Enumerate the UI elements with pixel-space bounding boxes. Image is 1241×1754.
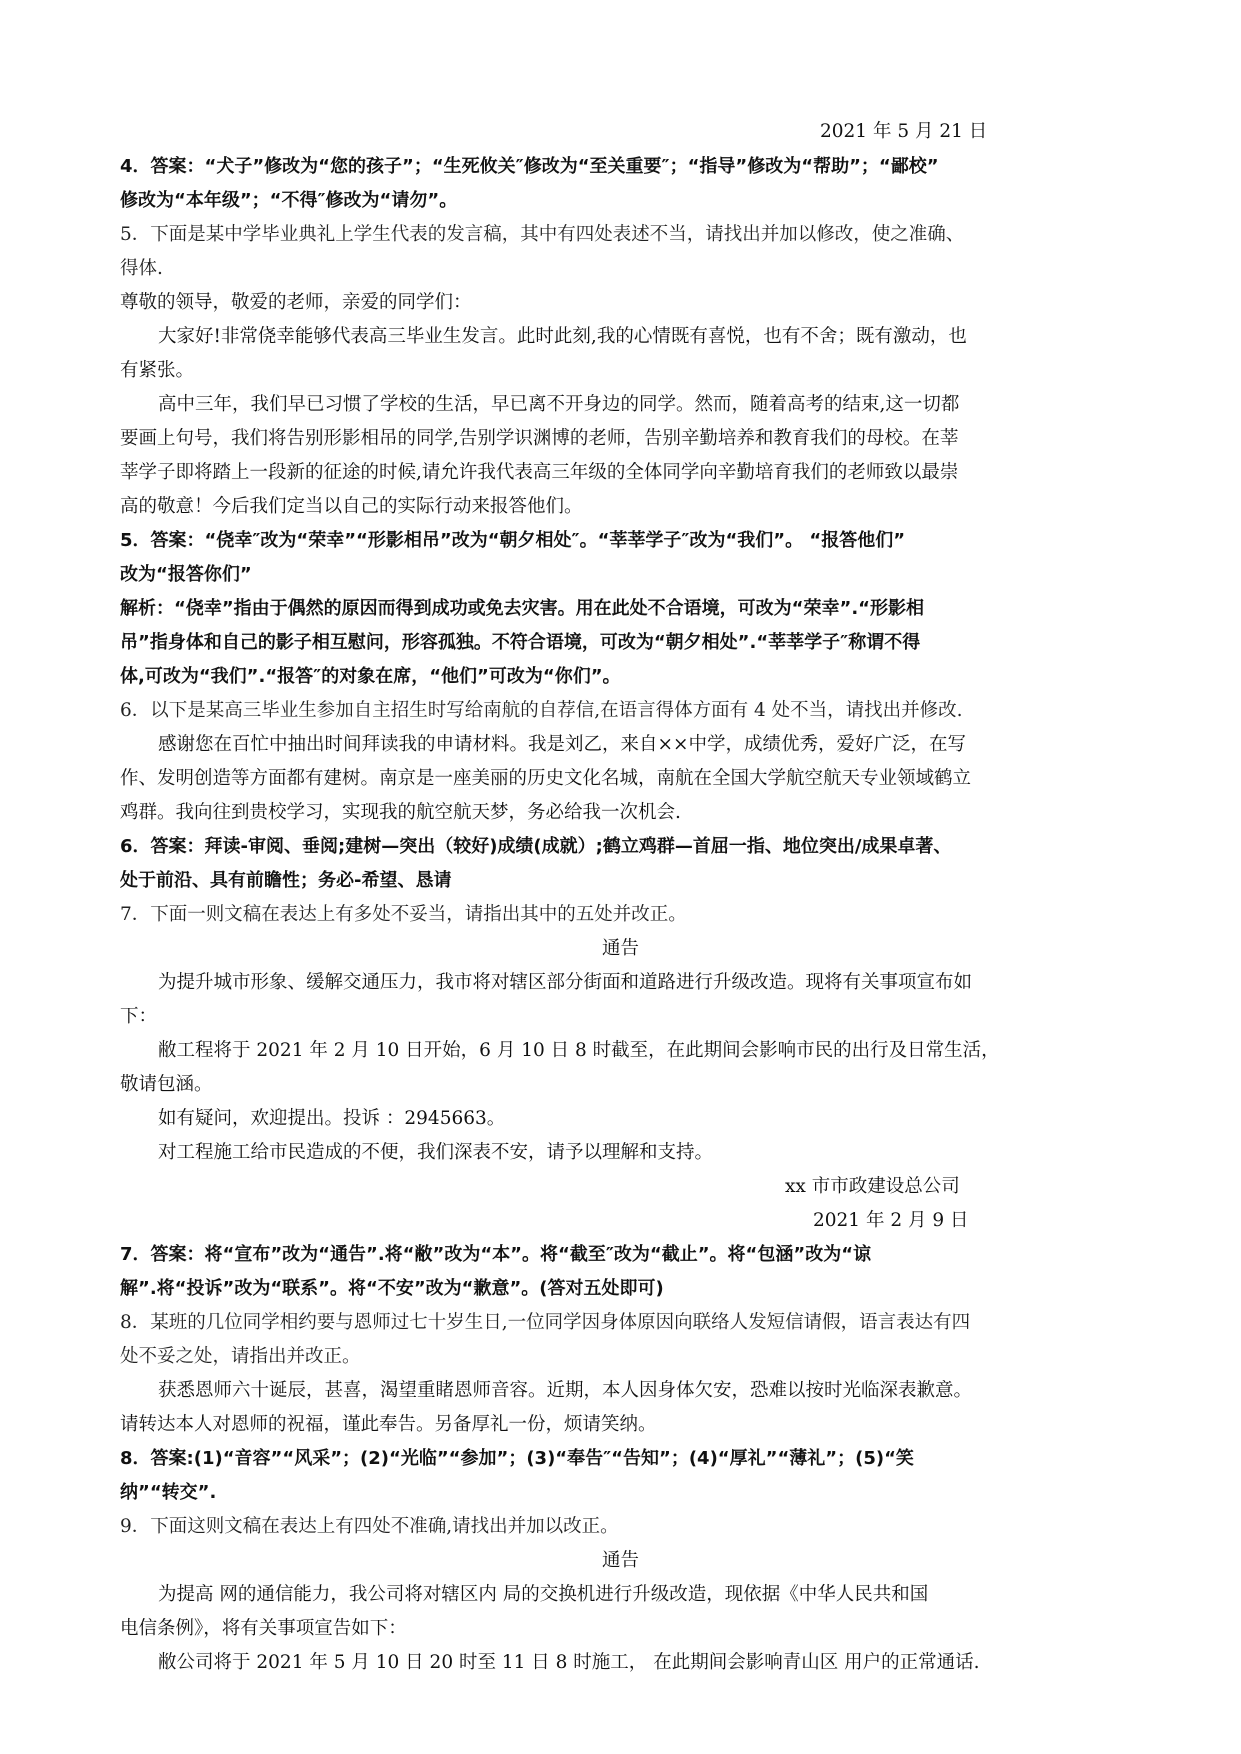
question-8-line-1: 8．某班的几位同学相约要与恩师过七十岁生日,一位同学因身体原因向联络人发短信请假，语言表达有四 (120, 1312, 971, 1333)
answer-6-line-1: 6．答案：拜读-审阅、垂阅;建树—突出（较好)成绩(成就）;鹤立鸡群—首屈一指、地位突出/成果卓著、 (120, 836, 952, 857)
notice-7-signer: xx 市市政建设总公司 (785, 1176, 960, 1197)
notice-7-title: 通告 (601, 938, 639, 959)
sms-line-2: 请转达本人对恩师的祝福，谨此奉告。另备厚礼一份，烦请笑纳。 (120, 1414, 657, 1435)
notice-9-p1-line-1: 为提高 网的通信能力，我公司将对辖区内 局的交换机进行升级改造，现依据《中华人民共和国 (158, 1584, 929, 1605)
question-6: 6．以下是某高三毕业生参加自主招生时写给南航的自荐信,在语言得体方面有 4 处不当，请找出并修改. (120, 700, 963, 721)
top-date: 2021 年 5 月 21 日 (820, 121, 988, 142)
notice-7-date: 2021 年 2 月 9 日 (813, 1210, 969, 1231)
answer-4-line-1: 4．答案：“犬子”修改为“您的孩子”；“生死攸关″修改为“至关重要″；“指导”修改为“帮助”；“鄙校” (120, 156, 939, 177)
answer-7-line-1: 7．答案：将“宣布”改为“通告”.将“敝”改为“本”。将“截至″改为“截止”。将“包涵”改为“谅 (120, 1244, 872, 1265)
analysis-5-line-2: 吊”指身体和自己的影子相互慰问，形容孤独。不符合语境，可改为“朝夕相处”.“莘莘学子″称谓不得 (120, 632, 921, 653)
speech-p2-line-4: 高的敬意！今后我们定当以自己的实际行动来报答他们。 (120, 496, 583, 517)
notice-7-p1-line-1: 为提升城市形象、缓解交通压力，我市将对辖区部分街面和道路进行升级改造。现将有关事项宣布如 (158, 972, 973, 993)
letter-line-2: 作、发明创造等方面都有建树。南京是一座美丽的历史文化名城，南航在全国大学航空航天专业领域鹤立 (120, 768, 972, 789)
question-8-line-2: 处不妥之处，请指出并改正。 (120, 1346, 361, 1367)
question-5-line-1: 5．下面是某中学毕业典礼上学生代表的发言稿，其中有四处表述不当，请找出并加以修改，使之准确、 (120, 224, 965, 245)
notice-7-p3: 如有疑问，欢迎提出。投诉 ：2945663。 (158, 1108, 506, 1129)
answer-6-line-2: 处于前沿、具有前瞻性；务必-希望、恳请 (120, 870, 452, 891)
speech-p1-line-1: 大家好!非常侥幸能够代表高三毕业生发言。此时此刻,我的心情既有喜悦，也有不舍；既有激动，也 (158, 326, 967, 347)
notice-9-title: 通告 (601, 1550, 639, 1571)
notice-7-p2-line-2: 敬请包涵。 (120, 1074, 213, 1095)
answer-5-line-1: 5．答案：“侥幸″改为“荣幸”“形影相吊”改为“朝夕相处″。“莘莘学子″改为“我们”。 “报答他们” (120, 530, 906, 551)
answer-4-line-2: 修改为“本年级”；“不得″修改为“请勿”。 (120, 190, 458, 211)
letter-line-3: 鸡群。我向往到贵校学习，实现我的航空航天梦，务必给我一次机会. (120, 802, 681, 823)
answer-5-line-2: 改为“报答你们” (120, 564, 252, 585)
answer-8-line-2: 纳”“转交”. (120, 1482, 217, 1503)
analysis-5-line-3: 体,可改为“我们”.“报答″的对象在席，“他们”可改为“你们”。 (120, 666, 621, 687)
question-9: 9．下面这则文稿在表达上有四处不准确,请找出并加以改正。 (120, 1516, 619, 1537)
speech-p1-line-2: 有紧张。 (120, 360, 195, 381)
answer-8-line-1: 8．答案:(1)“音容”“风采”；(2)“光临”“参加”；(3)“奉告″“告知”；(4)“厚礼”“薄礼”；(5)“笑 (120, 1448, 914, 1469)
speech-greeting: 尊敬的领导，敬爱的老师，亲爱的同学们： (120, 292, 472, 313)
analysis-5-line-1: 解析：“侥幸”指由于偶然的原因而得到成功或免去灾害。用在此处不合语境，可改为“荣幸”.“形影相 (120, 598, 924, 619)
notice-9-p2: 敝公司将于 2021 年 5 月 10 日 20 时至 11 日 8 时施工， 在此期间会影响青山区 用户的正常通话. (158, 1652, 980, 1673)
notice-7-p1-line-2: 下： (120, 1006, 158, 1027)
notice-7-p2-line-1: 敝工程将于 2021 年 2 月 10 日开始，6 月 10 日 8 时截至，在此期间会影响市民的出行及日常生活， (158, 1040, 1000, 1061)
letter-line-1: 感谢您在百忙中抽出时间拜读我的申请材料。我是刘乙，来自××中学，成绩优秀，爱好广泛，在写 (158, 734, 967, 755)
speech-p2-line-1: 高中三年，我们早已习惯了学校的生活，早已离不开身边的同学。然而，随着高考的结束,这一切都 (158, 394, 960, 415)
question-5-line-2: 得体. (120, 258, 163, 279)
speech-p2-line-2: 要画上句号，我们将告别形影相吊的同学,告别学识渊博的老师，告别辛勤培养和教育我们的母校。在莘 (120, 428, 959, 449)
speech-p2-line-3: 莘学子即将踏上一段新的征途的时候,请允许我代表高三年级的全体同学向辛勤培育我们的老师致以最崇 (120, 462, 959, 483)
notice-7-p4: 对工程施工给市民造成的不便，我们深表不安，请予以理解和支持。 (158, 1142, 714, 1163)
notice-9-p1-line-2: 电信条例》，将有关事项宣告如下： (120, 1618, 407, 1639)
sms-line-1: 获悉恩师六十诞辰，甚喜，渴望重睹恩师音容。近期，本人因身体欠安，恐难以按时光临深表歉意。 (158, 1380, 973, 1401)
answer-7-line-2: 解”.将“投诉”改为“联系”。将“不安”改为“歉意”。(答对五处即可) (120, 1278, 664, 1299)
question-7: 7．下面一则文稿在表达上有多处不妥当，请指出其中的五处并改正。 (120, 904, 687, 925)
